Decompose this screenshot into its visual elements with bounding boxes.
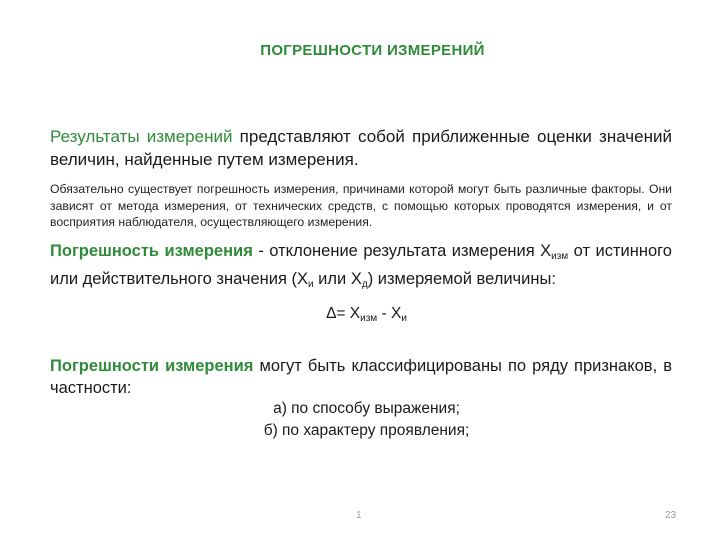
formula-sub-izm: изм (360, 313, 378, 324)
error-text-4: ) измеряемой величины: (367, 270, 556, 288)
list-item: а) по способу выражения; (273, 400, 460, 417)
formula-lhs: Δ= X (326, 305, 361, 322)
term-error: Погрешность измерения (50, 242, 253, 260)
results-text: представляют собой приближенные оценки значений величин, найденные путем измерения. (50, 127, 672, 169)
slide-title: ПОГРЕШНОСТИ ИЗМЕРЕНИЙ (260, 42, 485, 59)
formula-sub-i: и (401, 313, 407, 324)
formula-mid: - X (377, 305, 402, 322)
term-errors-plural: Погрешности измерения (50, 357, 254, 375)
classification-text: могут быть классифицированы по ряду признаков, в частности: (50, 357, 672, 397)
page-number-right: 23 (665, 510, 677, 521)
error-text-3: или X (313, 270, 362, 288)
term-results: Результаты измерений (50, 127, 233, 146)
error-causes-paragraph: Обязательно существует погрешность измерения, причинами которой могут быть различные факторы. Они зависят от метода измерения, от технических средств, с помощью которых проводятся измерения, и от восприятия наблюдателя, осуществляющего измерения. (50, 182, 672, 229)
sub-izm: изм (551, 251, 569, 262)
error-formula (0, 305, 720, 324)
list-item: б) по характеру проявления; (263, 422, 470, 439)
error-text-1: отклонение результата измерения X (269, 242, 552, 260)
error-definition-paragraph (50, 240, 672, 296)
error-text-2: от истинного или действительного значения (X (50, 242, 672, 288)
sub-i: и (308, 279, 314, 290)
page-number-left: 1 (356, 510, 362, 521)
classification-list (0, 398, 720, 442)
classification-paragraph (50, 355, 672, 399)
sub-d: д (361, 279, 368, 290)
error-dash: - (252, 242, 270, 260)
definition-results-paragraph (50, 125, 672, 171)
